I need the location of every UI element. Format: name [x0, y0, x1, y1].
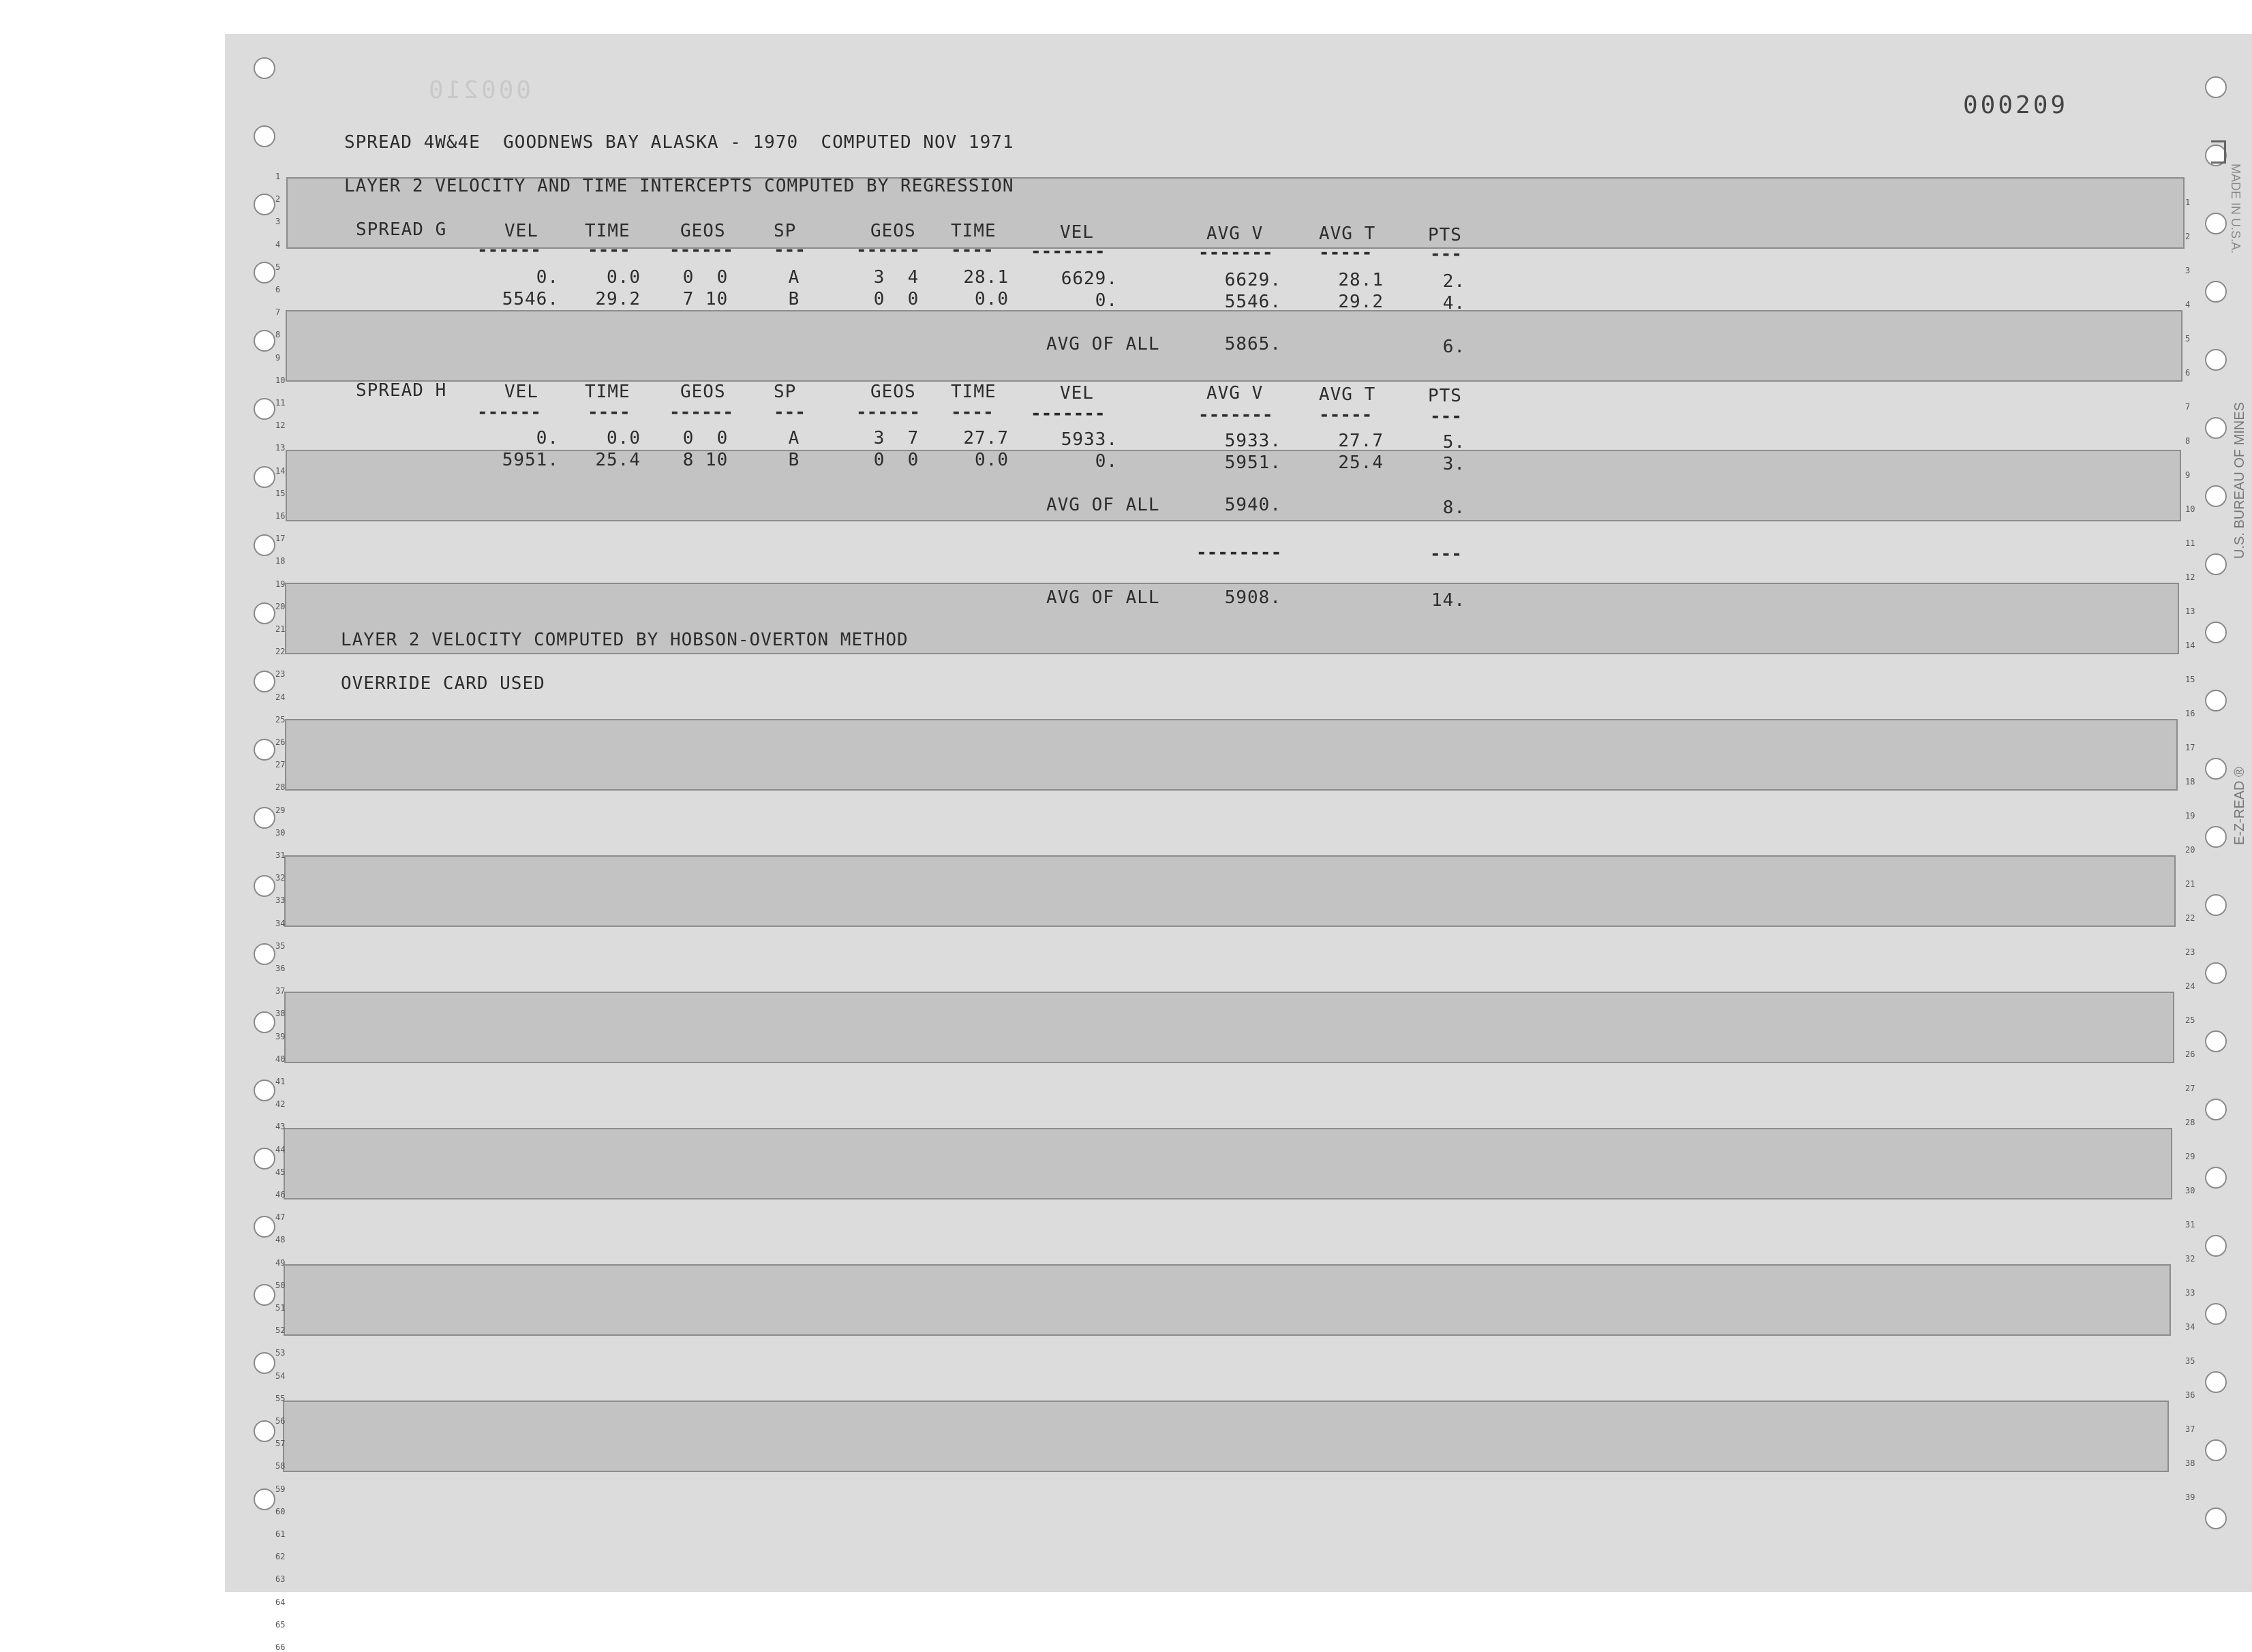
- line-number: 38: [2185, 1458, 2195, 1468]
- col-header-geos: GEOS: [680, 382, 726, 402]
- tractor-hole: [254, 1488, 275, 1510]
- time-cell: 29.2: [595, 289, 641, 309]
- underline: ------: [669, 402, 733, 423]
- tractor-hole: [2205, 690, 2227, 712]
- line-number: 17: [275, 534, 286, 544]
- col-header-sp: SP: [774, 382, 797, 402]
- line-number: 19: [2185, 811, 2195, 821]
- line-number: 60: [275, 1506, 286, 1516]
- time-cell: 0.0: [975, 450, 1009, 470]
- line-number: 8: [275, 330, 281, 340]
- line-number: 46: [275, 1190, 286, 1199]
- line-number: 13: [2185, 607, 2195, 616]
- line-number: 31: [2185, 1220, 2195, 1229]
- vel-cell: 6629.: [1061, 269, 1118, 289]
- tractor-hole: [2205, 553, 2227, 575]
- underline: ------: [477, 240, 541, 260]
- underline: -------: [1198, 243, 1273, 263]
- avg-t-cell: 25.4: [1338, 453, 1384, 473]
- line-number: 51: [275, 1303, 286, 1313]
- col-header-geos: GEOS: [870, 382, 916, 402]
- tractor-hole: [2205, 485, 2227, 507]
- geos-cell: 3 4: [873, 267, 919, 288]
- total-avg-label: AVG OF ALL: [1046, 587, 1160, 608]
- tractor-hole: [2205, 1371, 2227, 1393]
- total-underline: --------: [1196, 542, 1282, 563]
- spread-label: SPREAD G: [356, 219, 447, 240]
- made-in-label: MADE IN U.S.A.: [2229, 164, 2242, 254]
- brand-label: E-Z-READ ®: [2232, 767, 2247, 845]
- geos-cell: 0 0: [873, 289, 919, 309]
- underline: ------: [669, 240, 733, 260]
- time-cell: 25.4: [595, 450, 641, 470]
- tractor-hole: [254, 1148, 275, 1169]
- tractor-hole: [2205, 349, 2227, 371]
- line-number: 30: [2185, 1186, 2195, 1195]
- geos-cell: 0 0: [873, 450, 919, 470]
- tractor-hole: [2205, 1099, 2227, 1120]
- avg-of-all-label: AVG OF ALL: [1046, 495, 1160, 515]
- pts-cell: 3.: [1442, 454, 1465, 474]
- override-note: OVERRIDE CARD USED: [341, 673, 545, 694]
- line-number: 44: [275, 1144, 286, 1154]
- greenbar-band: [284, 992, 2174, 1063]
- time-cell: 27.7: [963, 428, 1009, 448]
- tractor-hole: [2205, 213, 2227, 234]
- line-number: 23: [275, 669, 286, 679]
- line-number: 56: [275, 1416, 286, 1426]
- line-number: 9: [2185, 470, 2191, 480]
- geos-cell: 0 0: [682, 267, 729, 288]
- line-number: 4: [275, 239, 281, 249]
- line-number: 55: [275, 1393, 286, 1403]
- line-number: 65: [275, 1619, 286, 1630]
- line-number: 54: [275, 1371, 286, 1381]
- avg-pts-value: 6.: [1442, 337, 1465, 357]
- col-header-time: TIME: [951, 382, 996, 402]
- line-number: 3: [275, 217, 281, 227]
- line-number: 22: [2185, 913, 2195, 923]
- greenbar-band: [284, 855, 2176, 927]
- time-cell: 0.0: [607, 428, 641, 448]
- tractor-hole: [254, 1420, 275, 1442]
- line-number: 47: [275, 1212, 286, 1223]
- tractor-hole: [2205, 1167, 2227, 1189]
- avg-v-cell: 6629.: [1224, 270, 1281, 290]
- line-number: 40: [275, 1054, 286, 1064]
- tractor-hole: [2205, 1508, 2227, 1529]
- avg-pts-value: 8.: [1442, 498, 1465, 518]
- line-number: 32: [275, 873, 286, 883]
- tractor-hole: [2205, 281, 2227, 303]
- line-number: 33: [2185, 1288, 2195, 1298]
- line-number: 15: [275, 488, 286, 498]
- time-cell: 0.0: [607, 267, 641, 288]
- underline: ----: [951, 402, 994, 423]
- underline: -----: [1319, 243, 1373, 263]
- line-number: 13: [275, 443, 286, 453]
- ghost-page-number: 000210: [426, 76, 532, 104]
- tractor-hole: [254, 739, 275, 761]
- line-number: 38: [275, 1009, 286, 1019]
- tractor-hole: [254, 602, 275, 624]
- underline: ---: [774, 240, 806, 260]
- tractor-hole: [2205, 1030, 2227, 1052]
- line-number: 50: [275, 1280, 286, 1290]
- line-number: 24: [2185, 981, 2195, 991]
- line-number: 8: [2185, 436, 2191, 446]
- line-number: 1: [2185, 198, 2191, 207]
- vel-cell: 0.: [1095, 451, 1118, 472]
- line-number: 28: [2185, 1118, 2195, 1127]
- tractor-hole: [254, 671, 275, 692]
- line-number: 4: [2185, 300, 2191, 309]
- report-header: SPREAD 4W&4E GOODNEWS BAY ALASKA - 1970 COMPUTED NOV 1971: [344, 132, 1014, 153]
- greenbar-band: [283, 1401, 2169, 1472]
- vel-cell: 5951.: [502, 450, 559, 470]
- tractor-hole: [254, 1080, 275, 1101]
- underline: ----: [588, 402, 630, 423]
- line-number: 12: [2185, 572, 2195, 582]
- line-number: 14: [2185, 641, 2195, 650]
- line-number: 61: [275, 1529, 286, 1539]
- line-number: 11: [2185, 538, 2195, 548]
- avg-of-all-label: AVG OF ALL: [1046, 334, 1160, 354]
- greenbar-band: [284, 1128, 2172, 1199]
- tractor-hole: [2205, 1303, 2227, 1325]
- underline: -------: [1031, 241, 1106, 262]
- line-number: 6: [2185, 368, 2191, 378]
- line-number: 17: [2185, 743, 2195, 752]
- underline: ----: [588, 240, 630, 260]
- col-header-avg-t: AVG T: [1319, 224, 1376, 244]
- line-number: 5: [275, 262, 281, 272]
- avg-v-cell: 5933.: [1224, 431, 1281, 451]
- greenbar-band: [285, 719, 2178, 791]
- sp-cell: B: [788, 450, 800, 470]
- line-number: 7: [275, 307, 281, 318]
- line-number: 27: [2185, 1084, 2195, 1093]
- total-underline: ---: [1430, 544, 1462, 564]
- col-header-avg-v: AVG V: [1206, 383, 1264, 403]
- greenbar-band: [284, 1264, 2171, 1336]
- underline: ------: [856, 240, 920, 260]
- line-number: 10: [275, 375, 286, 385]
- line-number: 32: [2185, 1254, 2195, 1264]
- tractor-hole: [254, 1352, 275, 1374]
- line-number: 37: [2185, 1424, 2195, 1434]
- col-header-time: TIME: [951, 221, 996, 241]
- tractor-hole: [254, 194, 275, 215]
- total-pts: 14.: [1431, 590, 1465, 611]
- geos-cell: 3 7: [873, 428, 919, 448]
- avg-t-cell: 28.1: [1338, 270, 1384, 290]
- line-number: 48: [275, 1235, 286, 1245]
- tractor-hole: [254, 125, 275, 147]
- pts-cell: 4.: [1442, 293, 1465, 313]
- line-number: 22: [275, 647, 286, 657]
- tractor-hole: [254, 262, 275, 284]
- line-number: 2: [275, 194, 281, 204]
- agency-label: U.S. BUREAU OF MINES: [2232, 401, 2247, 559]
- tractor-hole: [2205, 962, 2227, 984]
- tractor-hole: [254, 330, 275, 352]
- line-number: 25: [2185, 1015, 2195, 1025]
- tractor-hole: [2205, 622, 2227, 643]
- underline: ---: [774, 402, 806, 423]
- line-number: 16: [275, 511, 286, 521]
- section-title-regression: LAYER 2 VELOCITY AND TIME INTERCEPTS COMPUTED BY REGRESSION: [344, 176, 1014, 196]
- avg-v-value: 5865.: [1224, 334, 1281, 354]
- line-number: 31: [275, 851, 286, 860]
- geos-cell: 0 0: [682, 428, 729, 448]
- tractor-hole: [2205, 417, 2227, 439]
- line-number: 1: [275, 172, 281, 181]
- line-number: 42: [275, 1099, 286, 1110]
- vel-cell: 5933.: [1061, 429, 1118, 450]
- underline: ---: [1430, 406, 1462, 427]
- geos-cell: 7 10: [682, 289, 729, 309]
- line-number: 12: [275, 420, 286, 431]
- tractor-hole: [254, 1011, 275, 1033]
- col-header-sp: SP: [774, 221, 797, 241]
- line-number: 43: [275, 1122, 286, 1132]
- line-number: 25: [275, 714, 286, 724]
- col-header-time: TIME: [585, 221, 630, 241]
- line-number: 14: [275, 465, 286, 476]
- underline: ----: [951, 240, 994, 260]
- tractor-hole: [254, 1216, 275, 1238]
- line-number: 9: [275, 352, 281, 363]
- line-number: 3: [2185, 266, 2191, 275]
- line-number: 2: [2185, 232, 2191, 241]
- line-number: 36: [2185, 1390, 2195, 1400]
- col-header-geos: GEOS: [680, 221, 726, 241]
- underline: -------: [1198, 405, 1273, 425]
- line-number: 16: [2185, 709, 2195, 718]
- line-number: 45: [275, 1167, 286, 1177]
- geos-cell: 8 10: [682, 450, 729, 470]
- col-header-time: TIME: [585, 382, 630, 402]
- sp-cell: B: [788, 289, 800, 309]
- pts-cell: 5.: [1442, 432, 1465, 453]
- line-number: 28: [275, 782, 286, 793]
- line-number: 33: [275, 896, 286, 906]
- line-number: 18: [2185, 777, 2195, 786]
- line-number: 52: [275, 1326, 286, 1336]
- tractor-hole: [254, 466, 275, 488]
- vel-cell: 5546.: [502, 289, 559, 309]
- line-number: 35: [2185, 1356, 2195, 1366]
- line-number: 5: [2185, 334, 2191, 343]
- line-number: 20: [2185, 845, 2195, 855]
- col-header-pts: PTS: [1428, 386, 1462, 406]
- line-number: 49: [275, 1257, 286, 1268]
- line-number: 26: [275, 737, 286, 747]
- avg-t-cell: 27.7: [1338, 431, 1384, 451]
- line-number: 29: [2185, 1152, 2195, 1161]
- line-number: 66: [275, 1642, 286, 1652]
- col-header-vel: VEL: [1060, 383, 1094, 403]
- line-number: 34: [275, 918, 286, 928]
- line-number: 34: [2185, 1322, 2195, 1332]
- vel-cell: 0.: [536, 428, 559, 448]
- tractor-hole: [254, 534, 275, 556]
- line-number: 26: [2185, 1050, 2195, 1059]
- total-avg-v: 5908.: [1224, 587, 1281, 608]
- line-number: 11: [275, 398, 286, 408]
- underline: -------: [1031, 403, 1106, 424]
- col-header-avg-v: AVG V: [1206, 224, 1264, 244]
- line-number: 57: [275, 1439, 286, 1449]
- tractor-hole: [254, 398, 275, 420]
- line-number: 27: [275, 760, 286, 770]
- tractor-hole: [2205, 894, 2227, 916]
- line-number: 6: [275, 285, 281, 294]
- tractor-hole: [254, 57, 275, 79]
- line-number: 39: [275, 1031, 286, 1041]
- col-header-vel: VEL: [1060, 222, 1094, 243]
- underline: ---: [1430, 244, 1462, 264]
- line-number: 36: [275, 964, 286, 973]
- tractor-hole: [254, 807, 275, 829]
- section-title-hobson-overton: LAYER 2 VELOCITY COMPUTED BY HOBSON-OVERTON METHOD: [341, 630, 909, 650]
- tractor-hole: [254, 1284, 275, 1306]
- tractor-hole: [2205, 758, 2227, 780]
- line-number: 15: [2185, 675, 2195, 684]
- line-number: 24: [275, 692, 286, 702]
- col-header-pts: PTS: [1428, 225, 1462, 245]
- line-number: 58: [275, 1461, 286, 1471]
- underline: -----: [1319, 405, 1373, 425]
- vel-cell: 0.: [1095, 290, 1118, 311]
- sp-cell: A: [788, 267, 800, 288]
- avg-v-cell: 5546.: [1224, 292, 1281, 312]
- line-number: 64: [275, 1597, 286, 1607]
- sp-cell: A: [788, 428, 800, 448]
- col-header-vel: VEL: [504, 221, 538, 241]
- col-header-geos: GEOS: [870, 221, 916, 241]
- line-number: 39: [2185, 1493, 2195, 1502]
- line-number: 37: [275, 986, 286, 996]
- tractor-hole: [2205, 1235, 2227, 1257]
- avg-t-cell: 29.2: [1338, 292, 1384, 312]
- tractor-hole: [254, 943, 275, 965]
- time-cell: 0.0: [975, 289, 1009, 309]
- line-number: 35: [275, 940, 286, 951]
- line-number: 19: [275, 579, 286, 589]
- line-number: 18: [275, 556, 286, 566]
- line-number: 41: [275, 1077, 286, 1086]
- tractor-hole: [2205, 826, 2227, 848]
- avg-v-cell: 5951.: [1224, 453, 1281, 473]
- spread-label: SPREAD H: [356, 380, 447, 401]
- paper-mark: [2211, 140, 2226, 164]
- col-header-vel: VEL: [504, 382, 538, 402]
- tractor-hole: [254, 875, 275, 897]
- line-number: 63: [275, 1574, 286, 1585]
- line-number: 62: [275, 1552, 286, 1562]
- vel-cell: 0.: [536, 267, 559, 288]
- tractor-hole: [2205, 76, 2227, 98]
- line-number: 20: [275, 601, 286, 611]
- line-number: 53: [275, 1348, 286, 1358]
- underline: ------: [856, 402, 920, 423]
- line-number: 7: [2185, 402, 2191, 412]
- line-number: 21: [2185, 879, 2195, 889]
- time-cell: 28.1: [963, 267, 1009, 288]
- tractor-hole: [2205, 1439, 2227, 1461]
- line-number: 21: [275, 624, 286, 634]
- col-header-avg-t: AVG T: [1319, 384, 1376, 405]
- line-number: 29: [275, 805, 286, 815]
- line-number: 10: [2185, 504, 2195, 514]
- pts-cell: 2.: [1442, 271, 1465, 292]
- line-number: 23: [2185, 947, 2195, 957]
- line-number: 59: [275, 1484, 286, 1494]
- underline: ------: [477, 402, 541, 423]
- avg-v-value: 5940.: [1224, 495, 1281, 515]
- page-number: 000209: [1963, 91, 2069, 119]
- line-number: 30: [275, 827, 286, 838]
